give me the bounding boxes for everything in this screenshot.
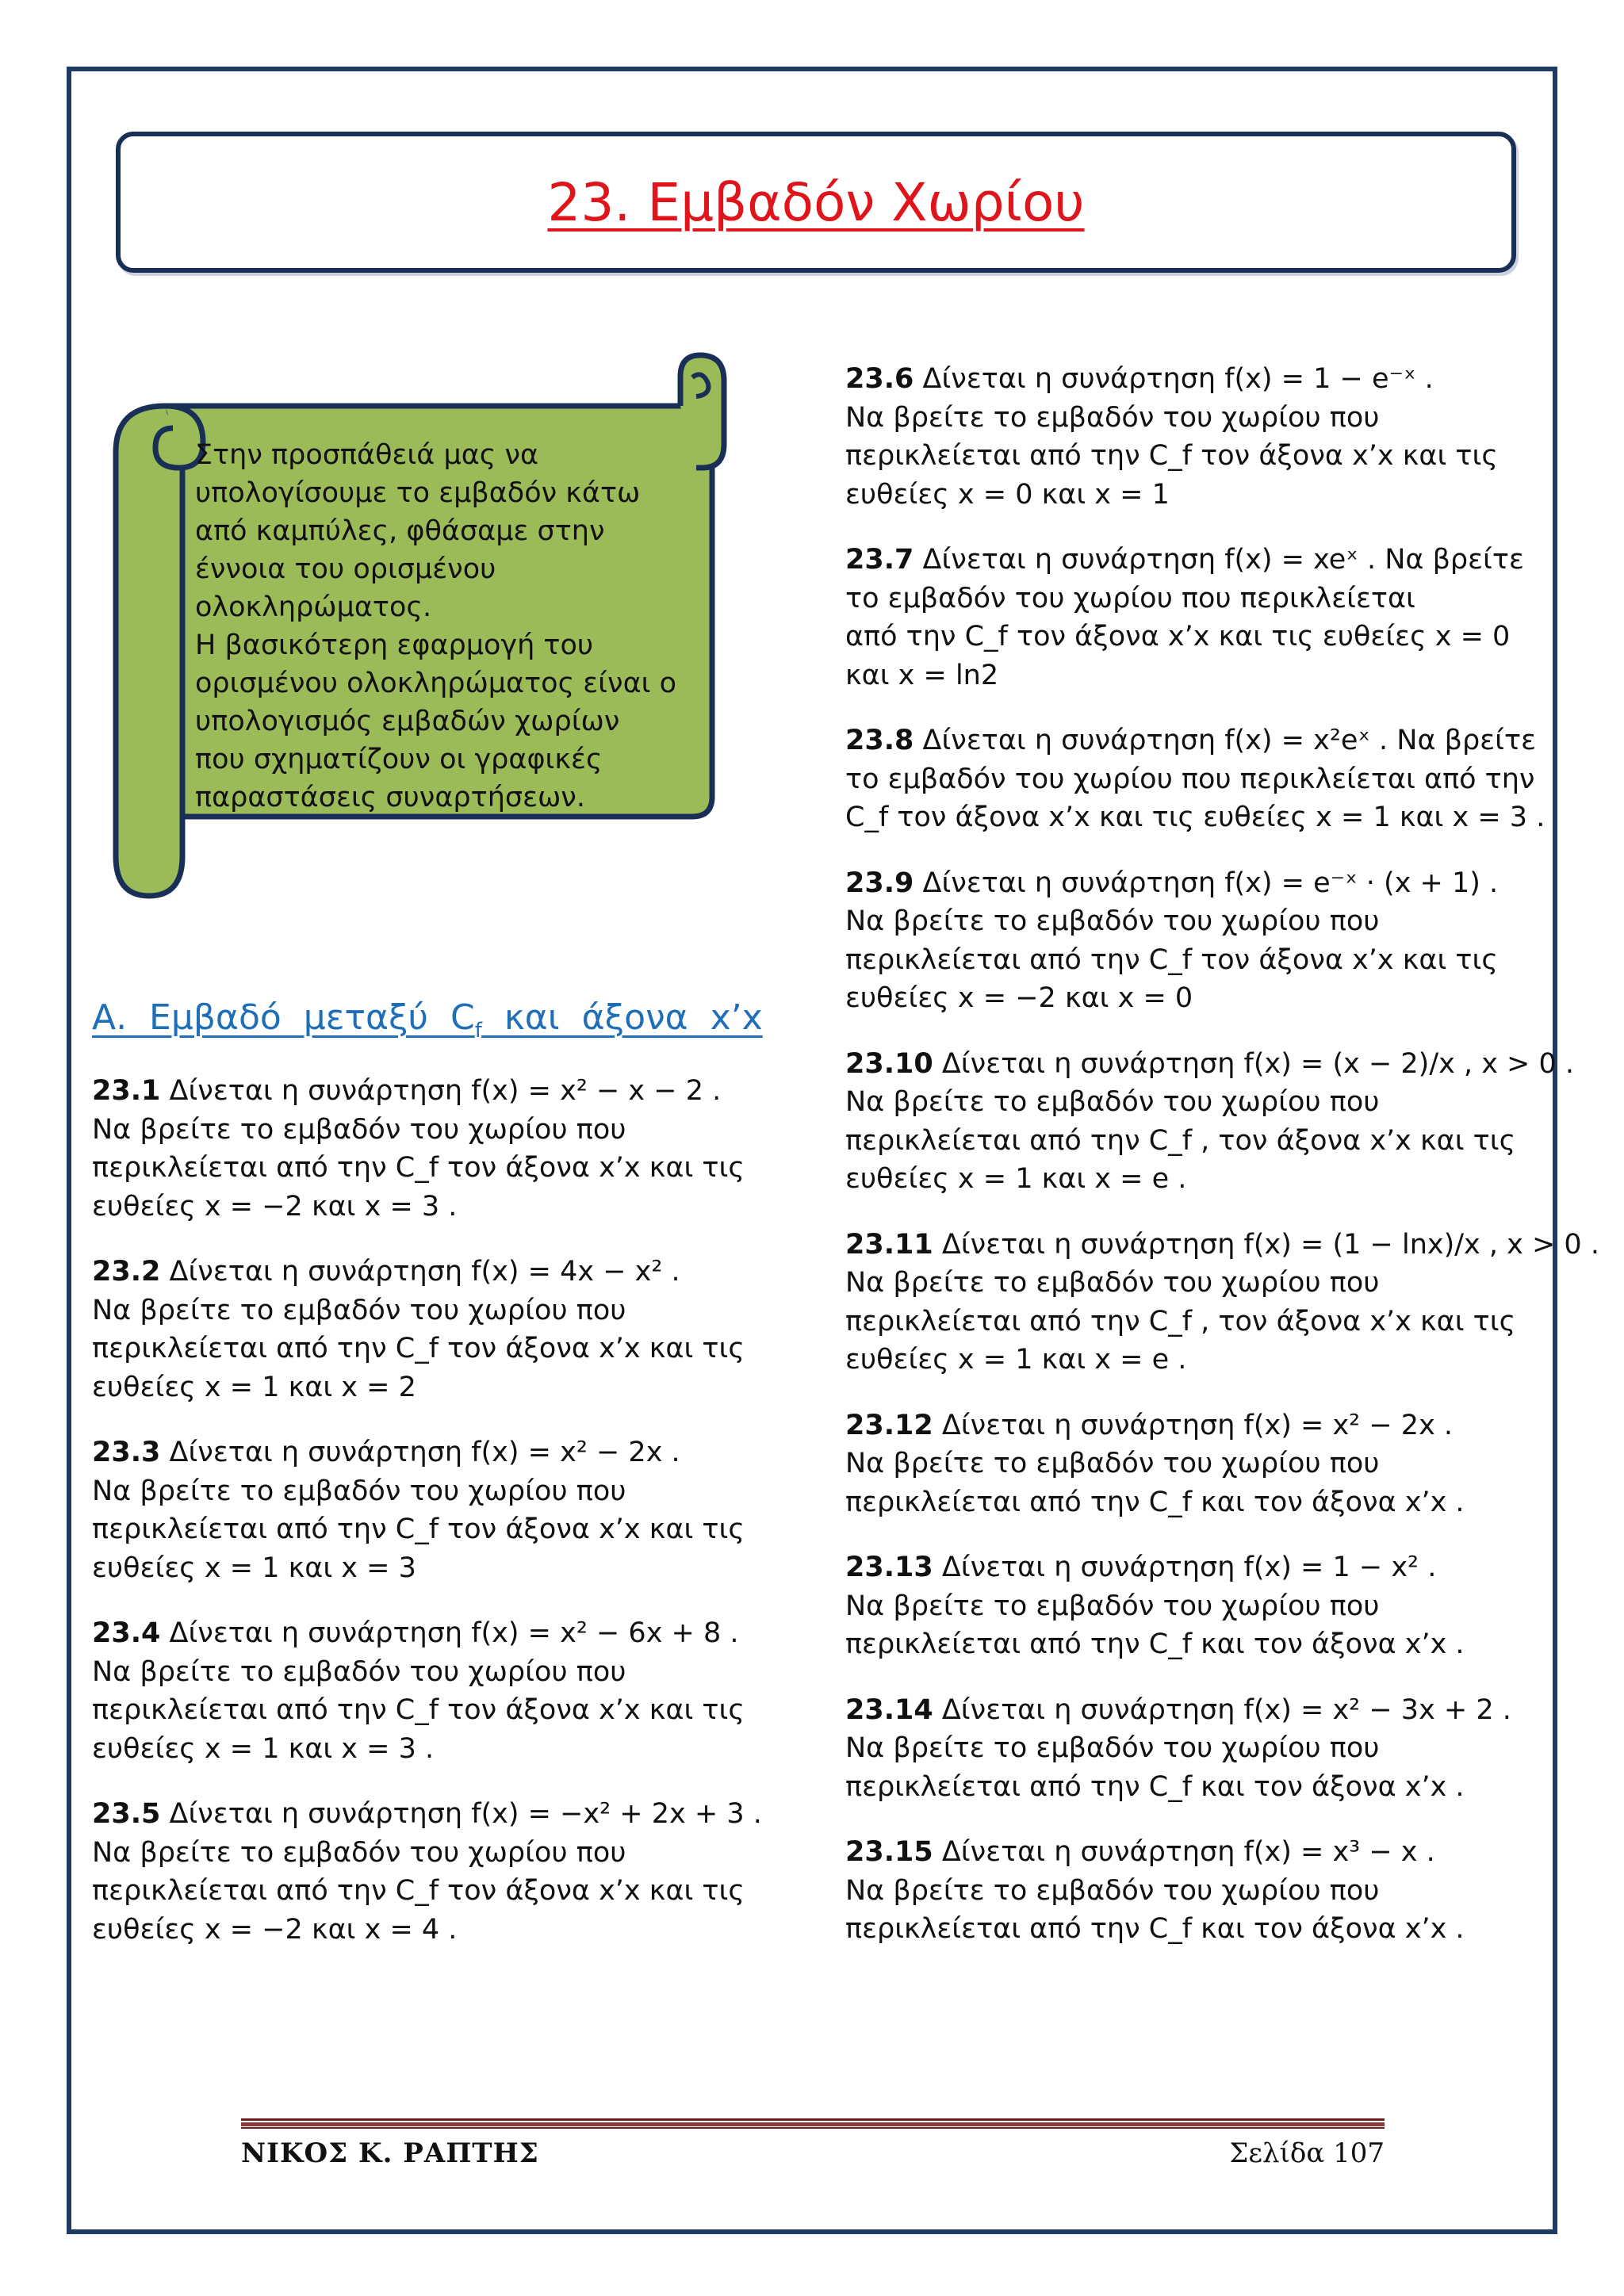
problem-text: Δίνεται η συνάρτηση f(x) = x² − 3x + 2 . (941, 1693, 1511, 1726)
problem-text: Δίνεται η συνάρτηση f(x) = e⁻ˣ · (x + 1) . (922, 867, 1499, 899)
problem-text: Δίνεται η συνάρτηση f(x) = (x − 2)/x , x > 0 . (941, 1047, 1575, 1080)
problem-text: Δίνεται η συνάρτηση f(x) = x³ − x . (941, 1836, 1435, 1868)
problem-item (92, 1614, 806, 1768)
problem-text: Να βρείτε το εμβαδόν του χωρίου που (92, 1294, 626, 1326)
problem-text: Να βρείτε το εμβαδόν του χωρίου που (92, 1113, 626, 1146)
problem-item (845, 1548, 1559, 1664)
problem-text: C_f τον άξονα x’x και τις ευθείες x = 1 και x = 3 . (845, 802, 1545, 833)
footer-rule (241, 2118, 1385, 2130)
right-problem-list (845, 360, 1599, 1976)
section-heading: Α. Εμβαδό μεταξύ $C_f$ και άξονα x’x (92, 997, 763, 1043)
problem-text: Να βρείτε το εμβαδόν του χωρίου που (845, 1086, 1380, 1118)
problem-text: Δίνεται η συνάρτηση f(x) = 1 − e⁻ˣ . (922, 363, 1434, 395)
left-problem-list (92, 1072, 806, 1976)
problem-number: 23.12 (845, 1409, 933, 1441)
problem-text: ευθείες x = −2 και x = 3 . (92, 1190, 458, 1223)
problem-number: 23.10 (845, 1047, 933, 1080)
problem-text: ευθείες x = 1 και x = e . (845, 1344, 1187, 1376)
problem-text: Δίνεται η συνάρτηση f(x) = xeˣ . Να βρείτε (922, 544, 1524, 576)
problem-number: 23.11 (845, 1228, 933, 1261)
problem-text: περικλείεται από την C_f τον άξονα x’x και τις (92, 1513, 745, 1545)
problem-number: 23.5 (92, 1798, 161, 1830)
problem-text: Να βρείτε το εμβαδόν του χωρίου που (845, 401, 1380, 434)
problem-text: Δίνεται η συνάρτηση f(x) = x² − x − 2 . (169, 1075, 722, 1107)
problem-text: Δίνεται η συνάρτηση f(x) = (1 − lnx)/x , x > 0 . (941, 1228, 1599, 1261)
problem-text: ευθείες x = −2 και x = 0 (845, 982, 1193, 1014)
problem-text: περικλείεται από την C_f και τον άξονα x’x . (845, 1486, 1465, 1518)
problem-number: 23.7 (845, 544, 914, 576)
problem-text: ευθείες x = −2 και x = 4 . (92, 1913, 458, 1946)
problem-text: Δίνεται η συνάρτηση f(x) = x²eˣ . Να βρείτε (922, 725, 1536, 756)
problem-item (92, 1795, 806, 1949)
problem-text: περικλείεται από την C_f , τον άξονα x’x και τις (845, 1305, 1516, 1337)
problem-text: ευθείες x = 1 και x = 3 (92, 1552, 416, 1584)
problem-text: περικλείεται από την C_f τον άξονα x’x και τις (92, 1694, 745, 1726)
problem-number: 23.3 (92, 1437, 161, 1468)
problem-item (845, 721, 1559, 837)
problem-text: Να βρείτε το εμβαδόν του χωρίου που (845, 1448, 1380, 1479)
page-title: 23. Εμβαδόν Χωρίου (547, 171, 1085, 233)
problem-number: 23.14 (845, 1693, 933, 1726)
problem-item (845, 1406, 1559, 1522)
footer-author: ΝΙΚΟΣ Κ. ΡΑΠΤΗΣ (241, 2137, 539, 2169)
problem-text: Να βρείτε το εμβαδόν του χωρίου που (845, 905, 1380, 937)
problem-number: 23.1 (92, 1075, 161, 1107)
problem-number: 23.4 (92, 1617, 161, 1649)
problem-number: 23.13 (845, 1552, 933, 1583)
problem-text: Να βρείτε το εμβαδόν του χωρίου που (92, 1836, 626, 1869)
problem-text: Δίνεται η συνάρτηση f(x) = 1 − x² . (941, 1552, 1437, 1583)
problem-number: 23.15 (845, 1836, 933, 1868)
problem-text: το εμβαδόν του χωρίου που περικλείεται από την (845, 763, 1535, 795)
problem-text: Να βρείτε το εμβαδόν του χωρίου που (845, 1732, 1380, 1764)
problem-number: 23.6 (845, 363, 914, 395)
problem-text: Δίνεται η συνάρτηση f(x) = 4x − x² . (169, 1256, 680, 1288)
problem-text: Να βρείτε το εμβαδόν του χωρίου που (845, 1874, 1380, 1907)
problem-text: περικλείεται από την C_f και τον άξονα x’x . (845, 1770, 1465, 1803)
problem-text: περικλείεται από την C_f , τον άξονα x’x και τις (845, 1124, 1516, 1157)
problem-text: Να βρείτε το εμβαδόν του χωρίου που (845, 1590, 1380, 1622)
problem-text: Δίνεται η συνάρτηση f(x) = x² − 6x + 8 . (169, 1617, 739, 1649)
problem-item (845, 1833, 1559, 1949)
problem-item (845, 1691, 1559, 1807)
problem-text: Δίνεται η συνάρτηση f(x) = −x² + 2x + 3 . (169, 1798, 762, 1830)
problem-text: Να βρείτε το εμβαδόν του χωρίου που (845, 1267, 1380, 1299)
problem-text: ευθείες x = 1 και x = e . (845, 1163, 1187, 1195)
problem-text: Δίνεται η συνάρτηση f(x) = x² − 2x . (169, 1437, 680, 1468)
problem-text: ευθείες x = 0 και x = 1 (845, 478, 1170, 511)
problem-text: περικλείεται από την C_f τον άξονα x’x και τις (92, 1152, 745, 1184)
problem-text: περικλείεται από την C_f τον άξονα x’x και τις (845, 440, 1498, 472)
title-box (116, 132, 1516, 273)
problem-text: το εμβαδόν του χωρίου που περικλείεται (845, 582, 1415, 614)
problem-item (845, 1045, 1575, 1199)
problem-text: Δίνεται η συνάρτηση f(x) = x² − 2x . (941, 1409, 1454, 1441)
problem-text: ευθείες x = 1 και x = 3 . (92, 1732, 435, 1765)
problem-item (92, 1433, 806, 1587)
problem-item (92, 1072, 806, 1226)
problem-text: περικλείεται από την C_f τον άξονα x’x και τις (92, 1875, 745, 1907)
problem-number: 23.2 (92, 1256, 161, 1288)
problem-number: 23.8 (845, 725, 914, 756)
problem-text: Να βρείτε το εμβαδόν του χωρίου που (92, 1655, 626, 1688)
problem-text: Να βρείτε το εμβαδόν του χωρίου που (92, 1475, 626, 1507)
problem-item (845, 1226, 1599, 1380)
problem-text: περικλείεται από την C_f τον άξονα x’x και τις (92, 1333, 745, 1364)
problem-text: περικλείεται από την C_f και τον άξονα x’x . (845, 1628, 1465, 1660)
intro-text: Στην προσπάθειά μας να υπολογίσουμε το εμβαδόν κάτω από καμπύλες, φθάσαμε στην έννοια του ορισμένου ολοκληρώματος. Η βασικότερη εφαρμογή του ορισμένου ολοκληρώματος είναι ο υπολογισμός εμβαδών χωρίων που σχηματίζουν οι γραφικές παραστάσεις συναρτήσεων. (195, 439, 677, 813)
page-number: Σελίδα 107 (1229, 2137, 1385, 2169)
problem-number: 23.9 (845, 867, 914, 899)
problem-text: περικλείεται από την C_f και τον άξονα x’x . (845, 1913, 1465, 1945)
problem-text: περικλείεται από την C_f τον άξονα x’x και τις (845, 943, 1498, 976)
problem-text: από την C_f τον άξονα x’x και τις ευθείες x = 0 (845, 621, 1511, 652)
problem-text: ευθείες x = 1 και x = 2 (92, 1371, 416, 1403)
problem-item (845, 864, 1559, 1018)
problem-item (845, 541, 1559, 695)
problem-text: και x = ln2 (845, 659, 999, 691)
problem-item (92, 1253, 806, 1406)
problem-item (845, 360, 1559, 514)
